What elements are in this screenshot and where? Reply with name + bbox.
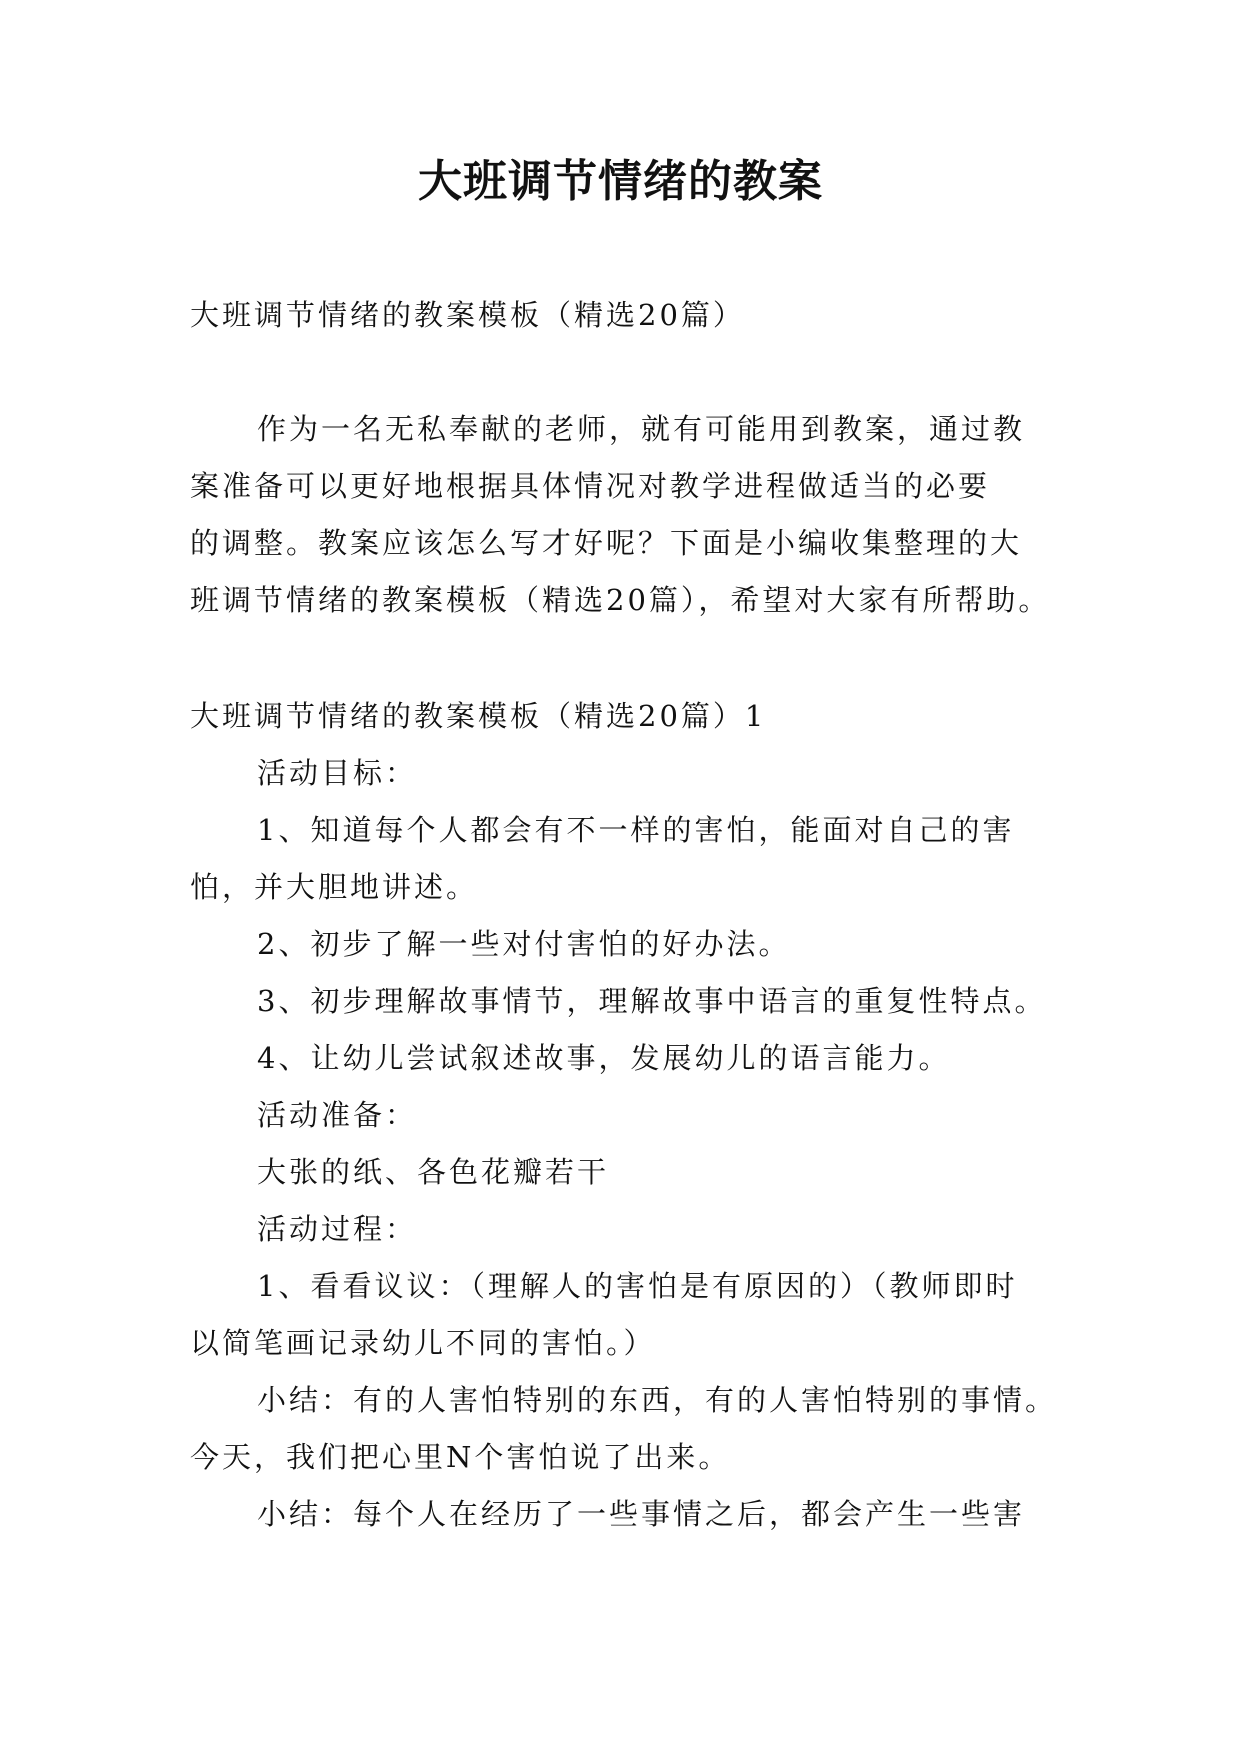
goal-item: 2、初步了解一些对付害怕的好办法。 — [257, 927, 791, 961]
section-heading: 大班调节情绪的教案模板（精选20篇）1 — [190, 699, 767, 733]
intro-line: 的调整。教案应该怎么写才好呢？下面是小编收集整理的大 — [190, 526, 1023, 560]
heading-activity-process: 活动过程： — [257, 1212, 418, 1246]
intro-line: 作为一名无私奉献的老师，就有可能用到教案，通过教 — [257, 412, 1026, 446]
intro-line: 班调节情绪的教案模板（精选20篇），希望对大家有所帮助。 — [190, 583, 1051, 617]
summary-paragraph: 小结：每个人在经历了一些事情之后，都会产生一些害 — [257, 1497, 1026, 1531]
goal-item: 1、知道每个人都会有不一样的害怕，能面对自己的害 — [257, 813, 1015, 847]
heading-activity-goals: 活动目标： — [257, 756, 418, 790]
goal-item: 3、初步理解故事情节，理解故事中语言的重复性特点。 — [257, 984, 1047, 1018]
summary-paragraph: 小结：有的人害怕特别的东西，有的人害怕特别的事情。 — [257, 1383, 1058, 1417]
intro-line: 案准备可以更好地根据具体情况对教学进程做适当的必要 — [190, 469, 991, 503]
preparation-item: 大张的纸、各色花瓣若干 — [257, 1155, 610, 1189]
goal-item-continued: 怕，并大胆地讲述。 — [190, 870, 479, 904]
document-title: 大班调节情绪的教案 — [418, 156, 823, 207]
goal-item: 4、让幼儿尝试叙述故事，发展幼儿的语言能力。 — [257, 1041, 951, 1075]
heading-activity-preparation: 活动准备： — [257, 1098, 418, 1132]
document-subtitle: 大班调节情绪的教案模板（精选20篇） — [190, 298, 745, 332]
summary-paragraph-continued: 今天，我们把心里N个害怕说了出来。 — [190, 1440, 731, 1474]
process-step: 1、看看议议：（理解人的害怕是有原因的）（教师即时 — [257, 1269, 1018, 1303]
process-step-continued: 以简笔画记录幼儿不同的害怕。） — [190, 1326, 656, 1360]
